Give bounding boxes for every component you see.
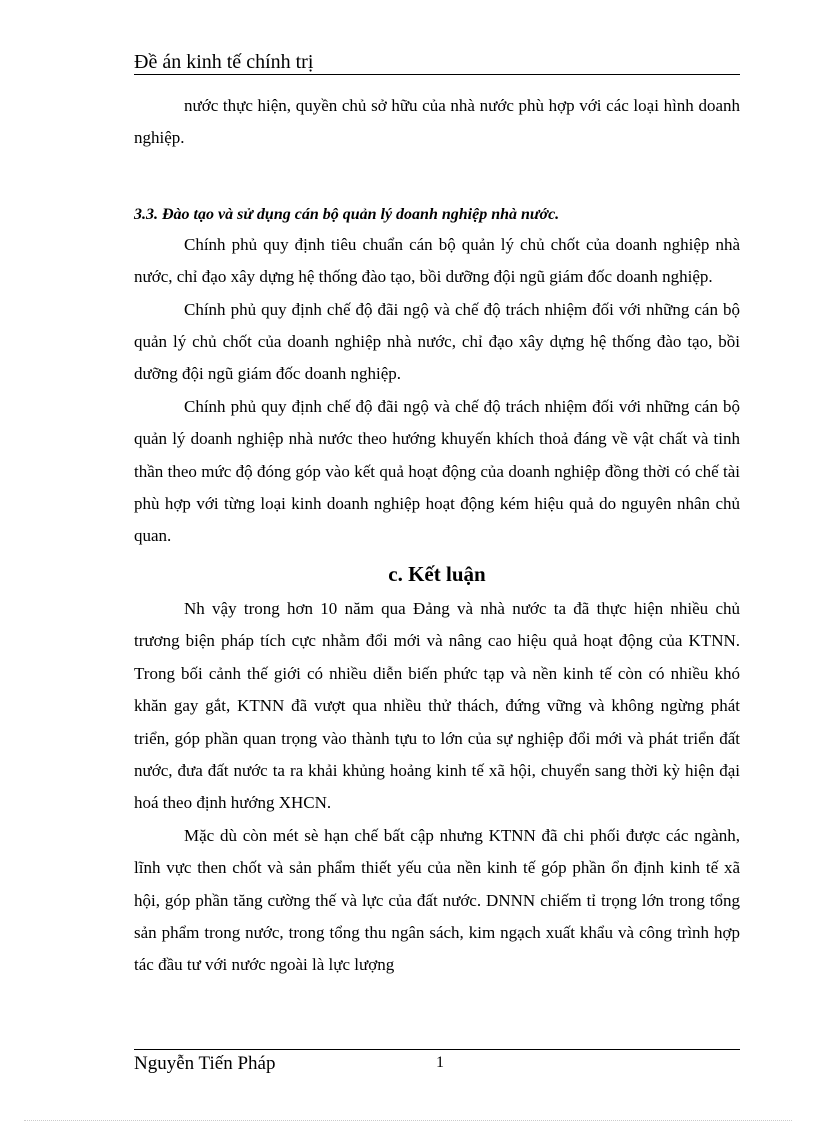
footer-divider: [134, 1049, 740, 1050]
footer-author: Nguyễn Tiến Pháp: [134, 1053, 276, 1074]
section-heading: 3.3. Đào tạo và sử dụng cán bộ quản lý doanh nghiệp nhà nước.: [134, 205, 560, 223]
document-body: [134, 90, 740, 982]
header-divider: [134, 74, 740, 75]
page-number: 1: [436, 1054, 444, 1071]
section-paragraph-2: Chính phủ quy định chế độ đãi ngộ và chế độ trách nhiệm đối với những cán bộ quản lý chủ chốt của doanh nghiệp nhà nước, chỉ đạo xây dựng hệ thống đào tạo, bồi dưỡng đội ngũ giám đốc doanh nghiệp.: [134, 299, 740, 384]
intro-paragraph: nước thực hiện, quyền chủ sở hữu của nhà nước phù hợp với các loại hình doanh nghiệp.: [134, 96, 740, 148]
conclusion-paragraph-1: Nh vậy trong hơn 10 năm qua Đảng và nhà nước ta đã thực hiện nhiều chủ trương biện pháp tích cực nhằm đổi mới và nâng cao hiệu quả hoạt động của KTNN. Trong bối cảnh thế giới có nhiều diễn biến phức tạp và nền kinh tế còn có nhiều khó khăn gay gắt, KTNN đã vượt qua nhiều thử thách, đứng vững và không ngừng phát triển, góp phần quan trọng vào thành tựu to lớn của sự nghiệp đổi mới và phát triển đất nước, đưa đất nước ta ra khải khủng hoảng kinh tế xã hội, chuyển sang thời kỳ hiện đại hoá theo định hướng XHCN.: [134, 598, 740, 813]
page-header-title: Đề án kinh tế chính trị: [134, 51, 314, 73]
page-edge-line: [24, 1120, 792, 1121]
section-paragraph-3: Chính phủ quy định chế độ đãi ngộ và chế độ trách nhiệm đối với những cán bộ quản lý doanh nghiệp nhà nước theo hướng khuyến khích thoả đáng về vật chất và tinh thần theo mức độ đóng góp vào kết quả hoạt động của doanh nghiệp đồng thời có chế tài phù hợp với từng loại kinh doanh nghiệp hoạt động kém hiệu quả do nguyên nhân chủ quan.: [134, 396, 740, 546]
conclusion-heading: c. Kết luận: [388, 561, 486, 586]
conclusion-paragraph-2: Mặc dù còn mét sè hạn chế bất cập nhưng KTNN đã chi phối được các ngành, lĩnh vực then chốt và sản phẩm thiết yếu của nền kinh tế góp phần ổn định kinh tế xã hội, góp phần tăng cường thế và lực của đất nước. DNNN chiếm tỉ trọng lớn trong tổng sản phẩm trong nước, trong tổng thu ngân sách, kim ngạch xuất khẩu và công trình hợp tác đầu tư với nước ngoài là lực lượng: [134, 825, 740, 975]
section-paragraph-1: Chính phủ quy định tiêu chuẩn cán bộ quản lý chủ chốt của doanh nghiệp nhà nước, chỉ đạo xây dựng hệ thống đào tạo, bồi dưỡng đội ngũ giám đốc doanh nghiệp.: [134, 234, 740, 287]
